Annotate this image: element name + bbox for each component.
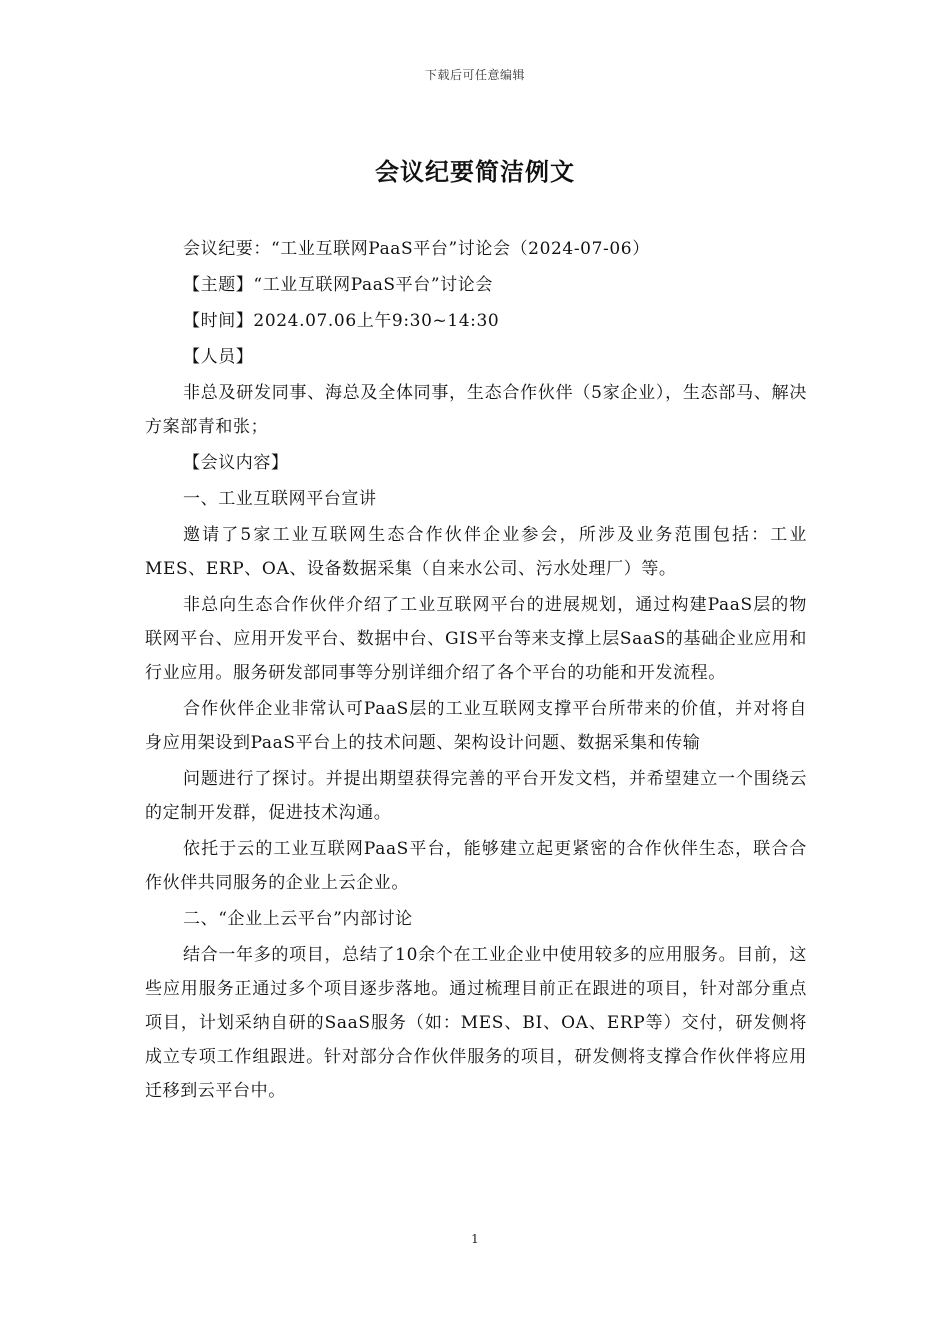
paragraph-content-heading: 【会议内容】 [183,453,289,473]
paragraph-invited-partners: 邀请了5家工业互联网生态合作伙伴企业参会，所涉及业务范围包括：工业MES、ERP、OA、设备数据采集（自来水公司、污水处理厂）等。 [145,525,807,579]
paragraph-internal-discussion: 结合一年多的项目，总结了10余个在工业企业中使用较多的应用服务。目前，这些应用服务正通过多个项目逐步落地。通过梳理目前正在跟进的项目，针对部分重点项目，计划采纳自研的SaaS服务（如：MES、BI、OA、ERP等）交付，研发侧将成立专项工作组跟进。针对部分合作伙伴服务的项目，研发侧将支撑合作伙伴将应用迁移到云平台中。 [145,945,807,1101]
paragraph-attendees: 非总及研发同事、海总及全体同事，生态合作伙伴（5家企业），生态部马、解决方案部青和张； [145,383,807,437]
paragraph-ecosystem: 依托于云的工业互联网PaaS平台，能够建立起更紧密的合作伙伴生态，联合合作伙伴共同服务的企业上云企业。 [145,839,807,893]
paragraph-partner-discussion: 问题进行了探讨。并提出期望获得完善的平台开发文档，并希望建立一个围绕云的定制开发群，促进技术沟通。 [145,769,807,823]
paragraph-time: 【时间】2024.07.06上午9:30~14:30 [183,311,500,331]
document-title: 会议纪要简洁例文 [375,157,575,186]
section-heading-1: 一、工业互联网平台宣讲 [183,489,377,509]
header-note: 下载后可任意编辑 [424,68,525,82]
paragraph-platform-plan: 非总向生态合作伙伴介绍了工业互联网平台的进展规划，通过构建PaaS层的物联网平台、应用开发平台、数据中台、GIS平台等来支撑上层SaaS的基础企业应用和行业应用。服务研发部同事等分别详细介绍了各个平台的功能和开发流程。 [145,595,807,683]
document-body [145,232,807,1110]
paragraph-topic: 【主题】“工业互联网PaaS平台”讨论会 [183,275,493,295]
section-heading-2: 二、“企业上云平台”内部讨论 [183,909,413,929]
paragraph-partner-feedback: 合作伙伴企业非常认可PaaS层的工业互联网支撑平台所带来的价值，并对将自身应用架设到PaaS平台上的技术问题、架构设计问题、数据采集和传输 [145,699,807,753]
page-number: 1 [471,1232,479,1246]
paragraph-attendees-heading: 【人员】 [183,347,254,367]
paragraph-meeting-summary: 会议纪要：“工业互联网PaaS平台”讨论会（2024-07-06） [183,239,650,259]
